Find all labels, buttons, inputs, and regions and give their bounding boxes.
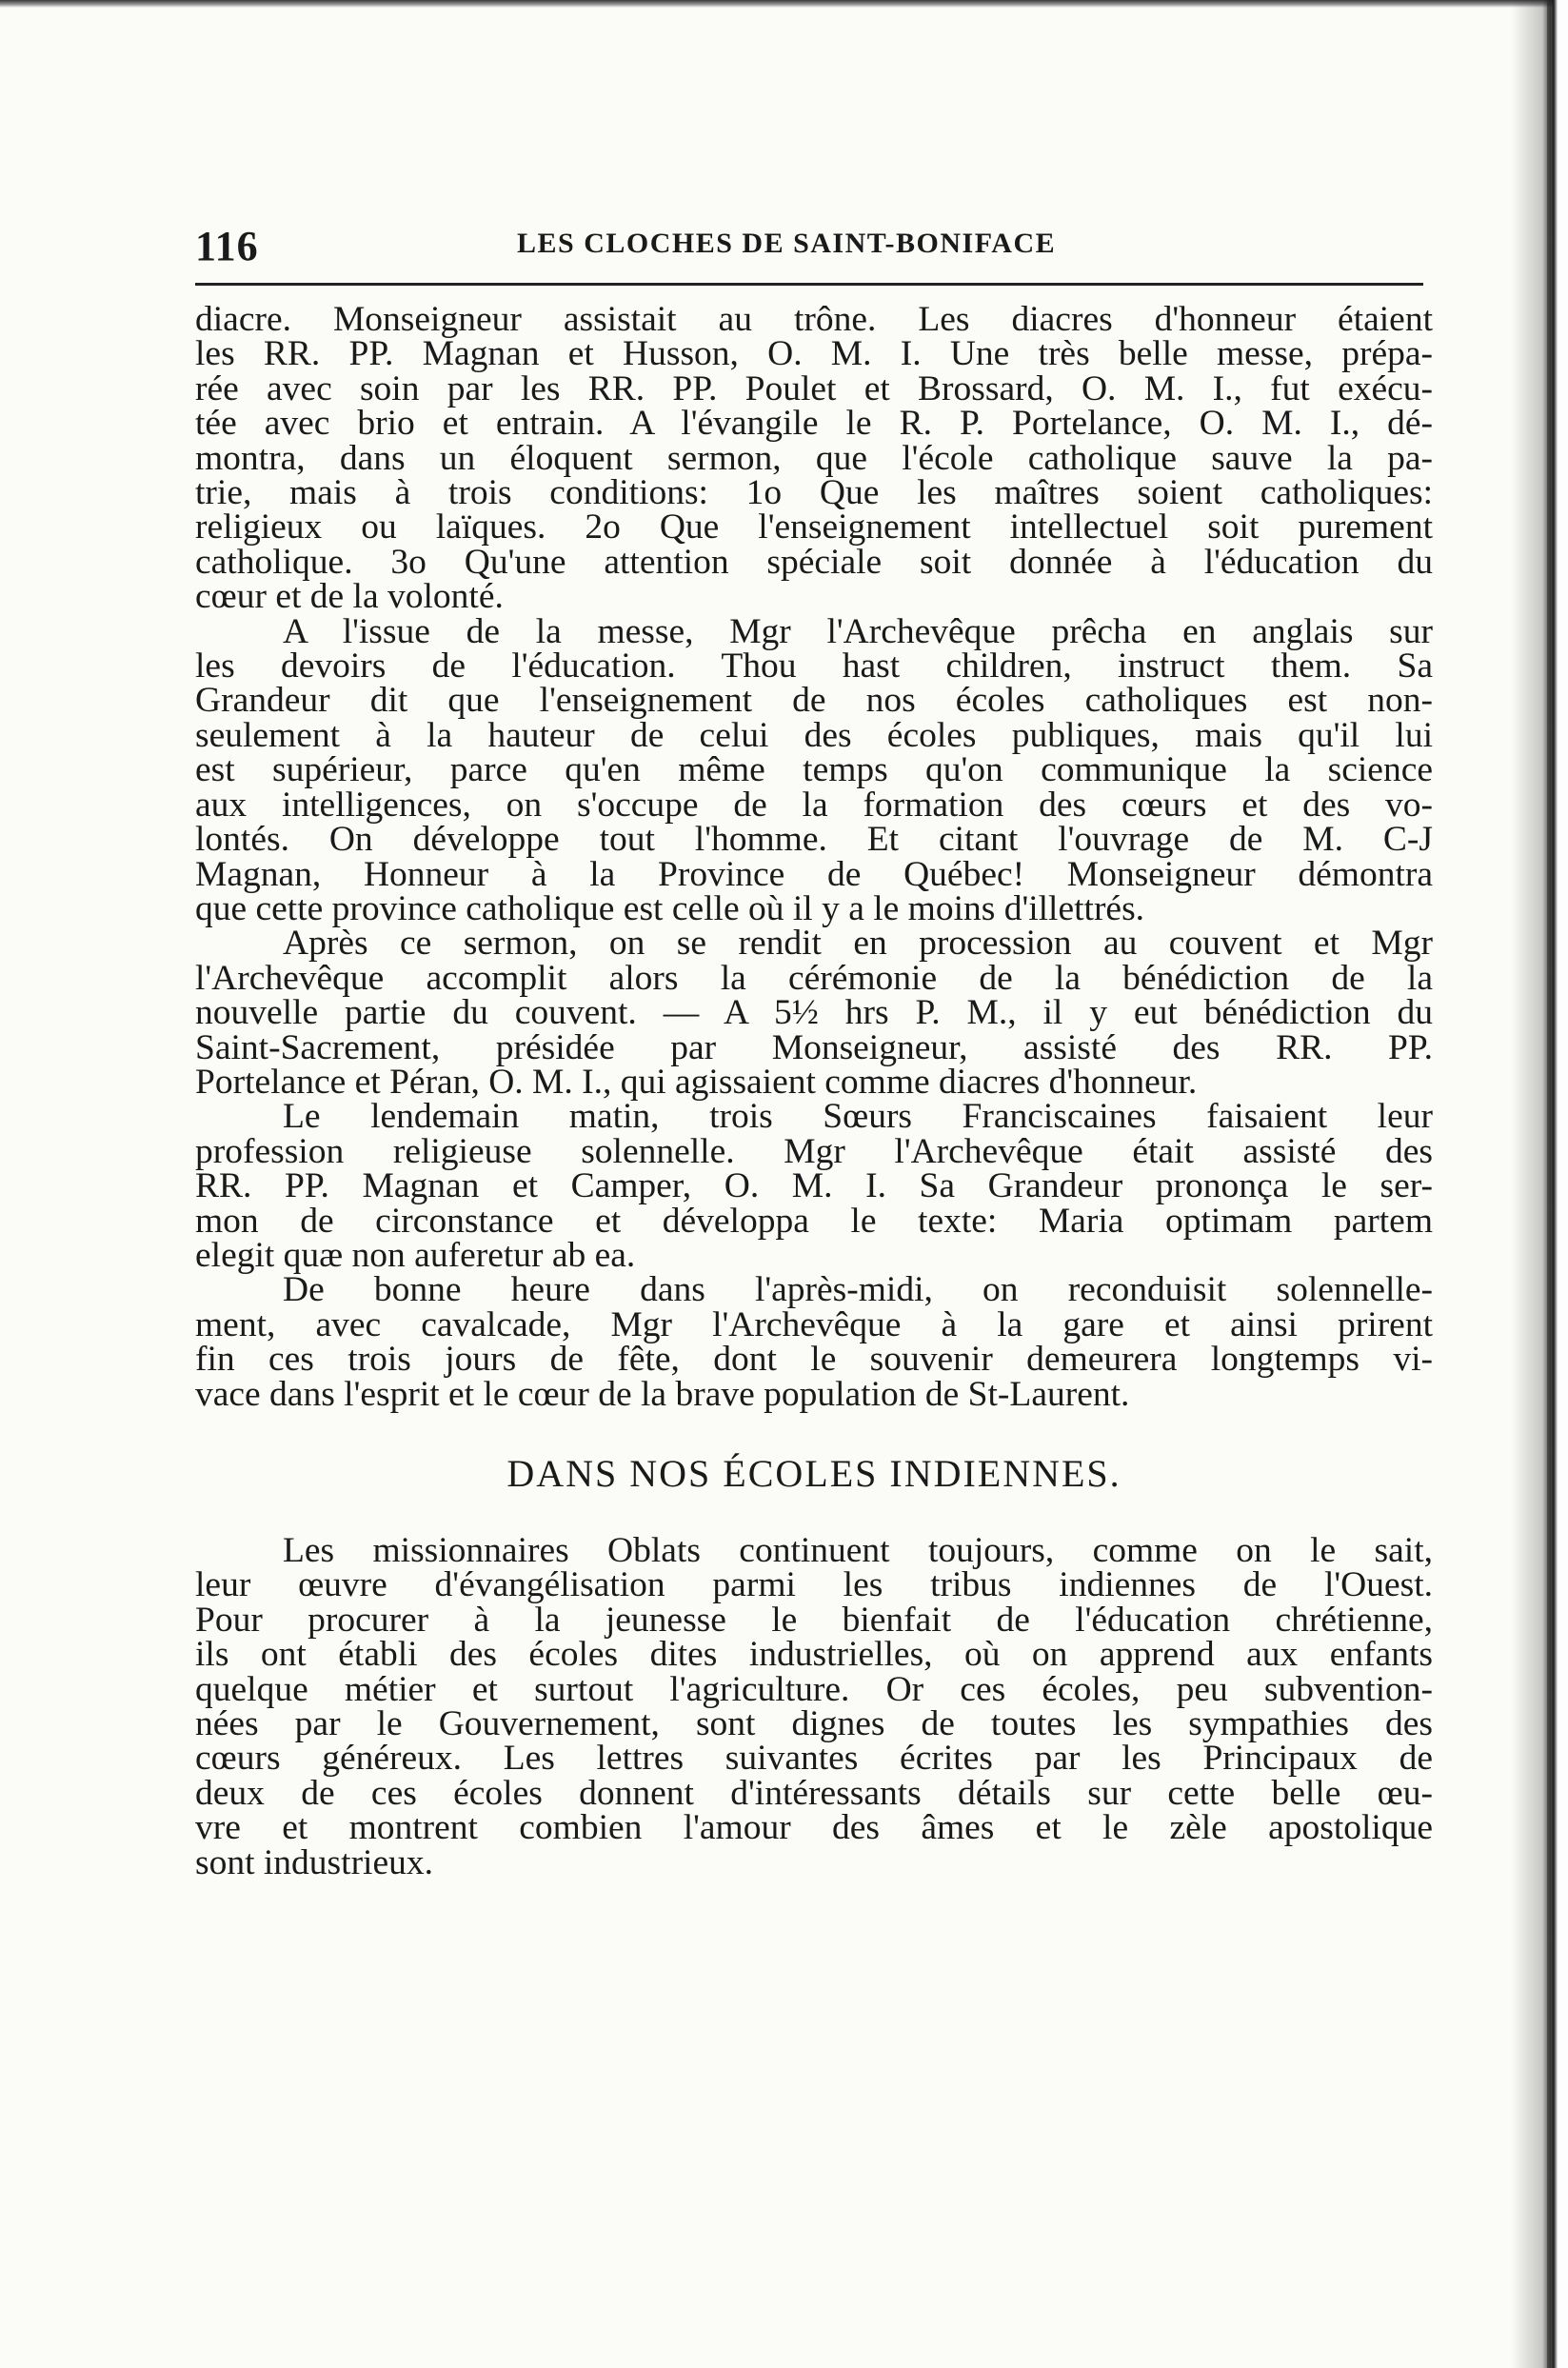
text-line: ment, avec cavalcade, Mgr l'Archevêque à la gare et ainsi prirent	[195, 1304, 1433, 1344]
text-line: vace dans l'esprit et le cœur de la brave population de St-Laurent.	[195, 1374, 1130, 1414]
text-line: Portelance et Péran, O. M. I., qui agissaient comme diacres d'honneur.	[195, 1062, 1198, 1102]
text-line: quelque métier et surtout l'agriculture. Or ces écoles, peu subvention-	[195, 1669, 1433, 1709]
paragraph-4	[195, 1097, 1433, 1275]
text-line: A l'issue de la messe, Mgr l'Archevêque prêcha en anglais sur	[283, 611, 1433, 651]
text-line: vre et montrent combien l'amour des âmes et le zèle apostolique	[195, 1808, 1433, 1848]
scan-edge-top	[0, 0, 1568, 8]
paragraph-5	[195, 1270, 1433, 1414]
text-line: trie, mais à trois conditions: 1o Que les maîtres soient catholiques:	[195, 473, 1433, 513]
paragraph-2	[195, 611, 1433, 928]
text-line: elegit quæ non auferetur ab ea.	[195, 1235, 636, 1275]
text-line: que cette province catholique est celle où il y a le moins d'illettrés.	[195, 888, 1145, 928]
text-line: mon de circonstance et développa le texte: Maria optimam partem	[195, 1201, 1433, 1241]
text-line: nées par le Gouvernement, sont dignes de toutes les sympathies des	[195, 1704, 1433, 1744]
scan-binding-line	[1547, 0, 1551, 2368]
text-line: catholique. 3o Qu'une attention spéciale soit donnée à l'éducation du	[195, 542, 1433, 582]
section-heading: DANS NOS ÉCOLES INDIENNES.	[506, 1452, 1121, 1495]
page-number: 116	[195, 223, 259, 269]
text-line: lontés. On développe tout l'homme. Et citant l'ouvrage de M. C-J	[195, 820, 1433, 860]
paragraph-3	[195, 926, 1433, 1100]
text-line: Les missionnaires Oblats continuent toujours, comme on le sait,	[283, 1531, 1433, 1570]
text-line: deux de ces écoles donnent d'intéressants détails sur cette belle œu-	[195, 1773, 1433, 1813]
text-line: les devoirs de l'éducation. Thou hast children, instruct them. Sa	[195, 647, 1433, 687]
text-line: religieux ou laïques. 2o Que l'enseignement intellectuel soit purement	[195, 507, 1433, 547]
text-line: cœur et de la volonté.	[195, 577, 504, 617]
paragraph-1	[195, 300, 1433, 617]
text-line: fin ces trois jours de fête, dont le souvenir demeurera longtemps vi-	[195, 1340, 1433, 1380]
text-line: leur œuvre d'évangélisation parmi les tribus indiennes de l'Ouest.	[195, 1565, 1433, 1605]
text-line: Le lendemain matin, trois Sœurs Franciscaines faisaient leur	[283, 1097, 1433, 1137]
text-line: rée avec soin par les RR. PP. Poulet et Brossard, O. M. I., fut exécu-	[195, 368, 1433, 408]
text-line: Grandeur dit que l'enseignement de nos écoles catholiques est non-	[195, 681, 1433, 721]
text-line: sont industrieux.	[195, 1842, 433, 1882]
text-line: montra, dans un éloquent sermon, que l'école catholique sauve la pa-	[195, 438, 1433, 478]
text-line: Après ce sermon, on se rendit en procession au couvent et Mgr	[283, 924, 1433, 964]
header-rule	[195, 283, 1423, 286]
text-line: diacre. Monseigneur assistait au trône. Les diacres d'honneur étaient	[195, 300, 1433, 339]
text-line: nouvelle partie du couvent. — A 5½ hrs P. M., il y eut bénédiction du	[195, 993, 1433, 1033]
paragraph-6	[195, 1531, 1433, 1882]
text-line: RR. PP. Magnan et Camper, O. M. I. Sa Grandeur prononça le ser-	[195, 1166, 1433, 1206]
text-line: ils ont établi des écoles dites industrielles, où on apprend aux enfants	[195, 1635, 1433, 1675]
text-line: tée avec brio et entrain. A l'évangile le R. P. Portelance, O. M. I., dé-	[195, 404, 1433, 444]
text-line: De bonne heure dans l'après-midi, on reconduisit solennelle-	[283, 1270, 1433, 1310]
text-line: Saint-Sacrement, présidée par Monseigneur, assisté des RR. PP.	[195, 1027, 1433, 1067]
text-line: Pour procurer à la jeunesse le bienfait de l'éducation chrétienne,	[195, 1600, 1433, 1640]
text-line: les RR. PP. Magnan et Husson, O. M. I. Une très belle messe, prépa-	[195, 334, 1433, 374]
scan-edge-right	[1511, 0, 1568, 2368]
running-title: LES CLOCHES DE SAINT-BONIFACE	[517, 228, 1057, 259]
text-line: profession religieuse solennelle. Mgr l'Archevêque était assisté des	[195, 1131, 1433, 1171]
text-line: Magnan, Honneur à la Province de Québec! Monseigneur démontra	[195, 854, 1433, 894]
text-line: l'Archevêque accomplit alors la cérémonie de la bénédiction de la	[195, 958, 1433, 998]
text-line: aux intelligences, on s'occupe de la formation des cœurs et des vo-	[195, 785, 1433, 825]
text-line: seulement à la hauteur de celui des écoles publiques, mais qu'il lui	[195, 715, 1433, 755]
text-line: cœurs généreux. Les lettres suivantes écrites par les Principaux de	[195, 1739, 1433, 1779]
running-head	[195, 214, 1433, 271]
book-page	[195, 205, 1433, 1880]
text-line: est supérieur, parce qu'en même temps qu'on communique la science	[195, 750, 1433, 790]
